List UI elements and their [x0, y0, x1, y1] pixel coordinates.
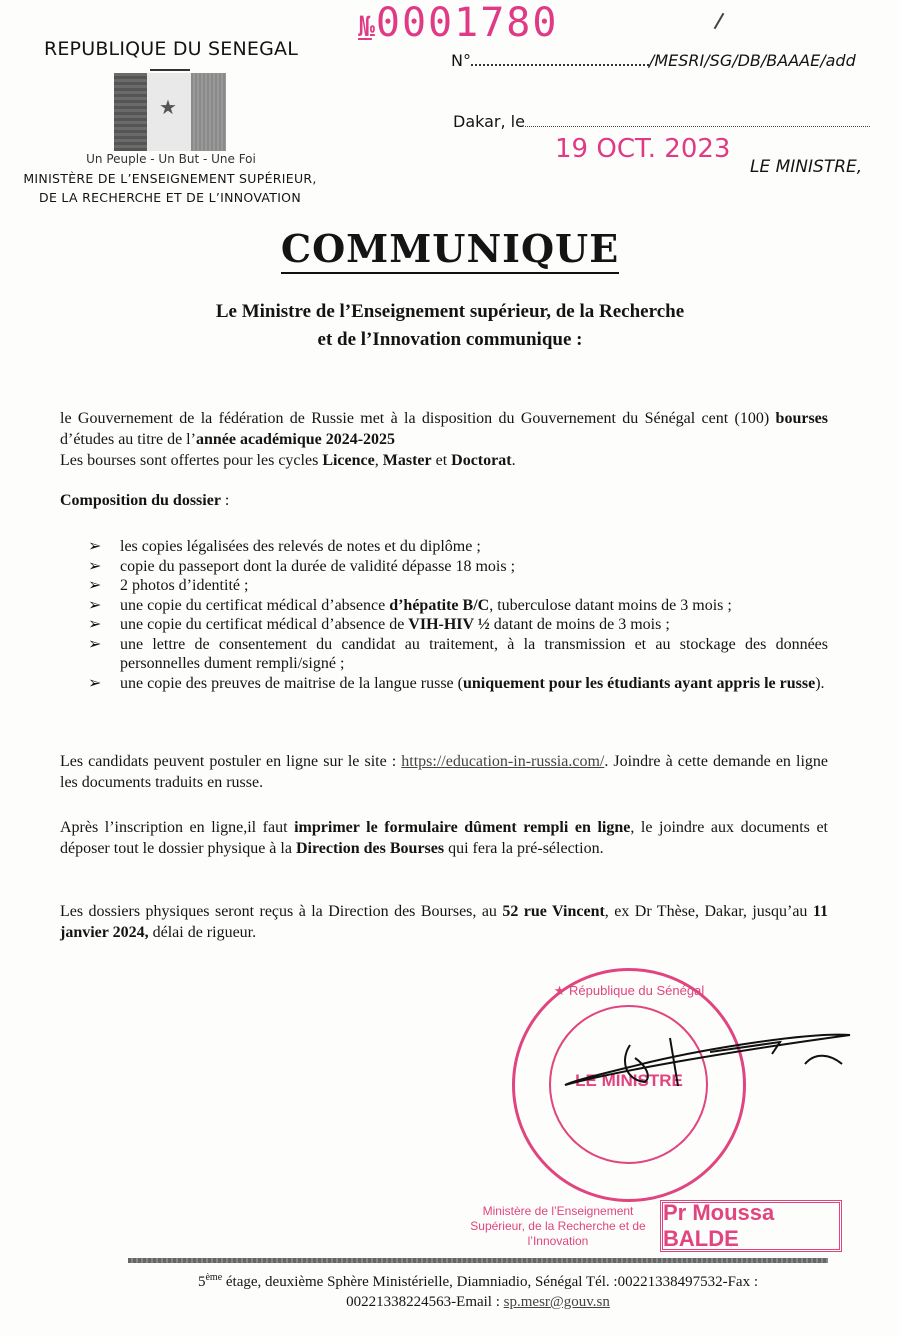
bold-text: Doctorat — [451, 452, 512, 469]
apply-paragraph — [60, 751, 828, 793]
text: , ex Dr Thèse, Dakar, jusqu’au — [604, 903, 813, 920]
after-registration-paragraph — [60, 817, 828, 859]
footer-line-1: étage, deuxième Sphère Ministérielle, Diamniadio, Sénégal Tél. :00221338497532-Fax : — [222, 1274, 758, 1290]
list-item — [88, 596, 828, 616]
arrow-bullet-icon: ➢ — [88, 616, 102, 633]
bold-text: imprimer le formulaire dûment rempli en ligne — [294, 819, 631, 836]
seal-ring-text: Ministère de l’Enseignement Supérieur, de la Recherche et de l’Innovation — [470, 1204, 646, 1248]
deadline-paragraph — [60, 901, 828, 943]
floor-number: 5 — [197, 1274, 206, 1290]
subtitle-line-2: et de l’Innovation communique : — [317, 329, 583, 350]
bold-text: bourses — [775, 410, 828, 427]
item-text: datant de moins de 3 mois ; — [489, 616, 670, 633]
item-text: les copies légalisées des relevés de notes et du diplôme ; — [120, 538, 481, 555]
numero-symbol: № — [358, 10, 372, 43]
star-icon: ★ — [159, 97, 177, 119]
arrow-bullet-icon: ➢ — [88, 674, 102, 692]
subtitle-line-1: Le Ministre de l’Enseignement supérieur, de la Recherche — [215, 301, 685, 322]
ministry-line-2: DE LA RECHERCHE ET DE L’INNOVATION — [39, 190, 301, 205]
list-item — [88, 635, 828, 674]
item-bold: d’hépatite B/C — [389, 596, 490, 614]
text: Les candidats peuvent postuler en ligne sur le site : — [60, 753, 402, 770]
ref-prefix: N° — [451, 51, 471, 70]
reference-line — [451, 50, 856, 71]
item-text: , tuberculose datant moins de 3 mois ; — [489, 596, 732, 614]
ministry-line-1: MINISTÈRE DE L’ENSEIGNEMENT SUPÉRIEUR, — [23, 171, 317, 186]
arrow-bullet-icon: ➢ — [88, 635, 102, 653]
heading-text: Composition du dossier — [60, 492, 221, 509]
signatory-title: LE MINISTRE, — [750, 157, 863, 177]
seal-top-text: ★ République du Sénégal — [553, 983, 705, 998]
colon: : — [220, 492, 230, 509]
seal-center-text: LE MINISTRE — [575, 1071, 683, 1090]
date-line — [453, 112, 870, 132]
arrow-bullet-icon: ➢ — [88, 596, 102, 614]
arrow-bullet-icon: ➢ — [88, 577, 102, 594]
senegal-flag-icon — [114, 73, 226, 151]
item-bold: VIH-HIV ½ — [408, 616, 490, 633]
text: d’études au titre de l’ — [60, 431, 196, 448]
list-item — [88, 537, 828, 557]
text: le Gouvernement de la fédération de Russie met à la disposition du Gouvernement du Sénégal cent (100) — [60, 410, 776, 427]
dossier-list — [88, 537, 828, 693]
text: qui fera la pré-sélection. — [444, 840, 604, 857]
footer-address — [110, 1268, 846, 1312]
text: et — [431, 452, 452, 469]
item-bold: uniquement pour les étudiants ayant appris le russe — [462, 674, 816, 692]
footer-divider — [128, 1258, 828, 1263]
item-text: ). — [815, 674, 825, 692]
item-text: une copie des preuves de maitrise de la langue russe ( — [120, 674, 463, 692]
national-motto: Un Peuple - Un But - Une Foi — [86, 152, 256, 166]
text: délai de rigueur. — [148, 924, 257, 941]
floor-suffix: ème — [205, 1272, 223, 1283]
document-title: COMMUNIQUE — [281, 226, 619, 274]
list-item — [88, 576, 828, 596]
date-stamp: 19 OCT. 2023 — [555, 134, 731, 164]
signature-icon — [560, 1030, 860, 1090]
arrow-bullet-icon: ➢ — [88, 538, 102, 555]
bold-text: 52 rue Vincent — [502, 903, 605, 920]
pen-mark — [714, 13, 725, 30]
registration-number-stamp — [358, 0, 558, 46]
ref-suffix: /MESRI/SG/DB/BAAAE/add — [648, 51, 856, 70]
item-text: copie du passeport dont la durée de validité dépasse 18 mois ; — [120, 557, 516, 575]
text: Les dossiers physiques seront reçus à la Direction des Bourses, au — [60, 903, 503, 920]
bold-text: année académique 2024-2025 — [195, 431, 396, 448]
text: Les bourses sont offertes pour les cycles — [60, 452, 323, 469]
dakar-label: Dakar, le — [453, 112, 525, 131]
document-title-wrap — [0, 226, 900, 271]
bold-text: 11 janvier 2024, — [60, 903, 828, 941]
text: . — [511, 452, 516, 469]
item-text: une copie du certificat médical d’absence — [120, 596, 390, 614]
text: . Joindre à cette demande en ligne les documents traduits en russe. — [60, 753, 828, 791]
ministry-name — [14, 169, 326, 207]
application-website-link[interactable]: https://education-in-russia.com/ — [401, 753, 605, 770]
email-link[interactable]: sp.mesr@gouv.sn — [503, 1294, 610, 1310]
composition-heading — [60, 492, 229, 510]
stamp-number: 0001780 — [375, 0, 559, 46]
item-text: 2 photos d’identité ; — [120, 577, 249, 594]
text: , le joindre aux documents et déposer tout le dossier physique à la — [60, 819, 829, 857]
list-item — [88, 615, 828, 635]
item-text: une lettre de consentement du candidat au traitement, à la transmission et au stockage des données personnelles dument rempli/signé ; — [120, 635, 828, 672]
text: , — [374, 452, 383, 469]
subtitle — [0, 298, 900, 354]
bold-text: Direction des Bourses — [295, 840, 445, 857]
bold-text: Licence — [322, 452, 375, 469]
item-text: une copie du certificat médical d’absence de — [120, 616, 409, 633]
list-item — [88, 674, 828, 694]
minister-name-stamp: Pr Moussa BALDE — [660, 1200, 842, 1252]
intro-paragraph — [60, 408, 828, 471]
republic-heading: REPUBLIQUE DU SENEGAL — [43, 38, 299, 60]
divider — [150, 69, 190, 71]
bold-text: Master — [382, 452, 432, 469]
text: Après l’inscription en ligne,il faut — [60, 819, 295, 836]
footer-line-2: 00221338224563-Email : — [346, 1294, 504, 1310]
arrow-bullet-icon: ➢ — [88, 557, 102, 575]
list-item — [88, 557, 828, 577]
